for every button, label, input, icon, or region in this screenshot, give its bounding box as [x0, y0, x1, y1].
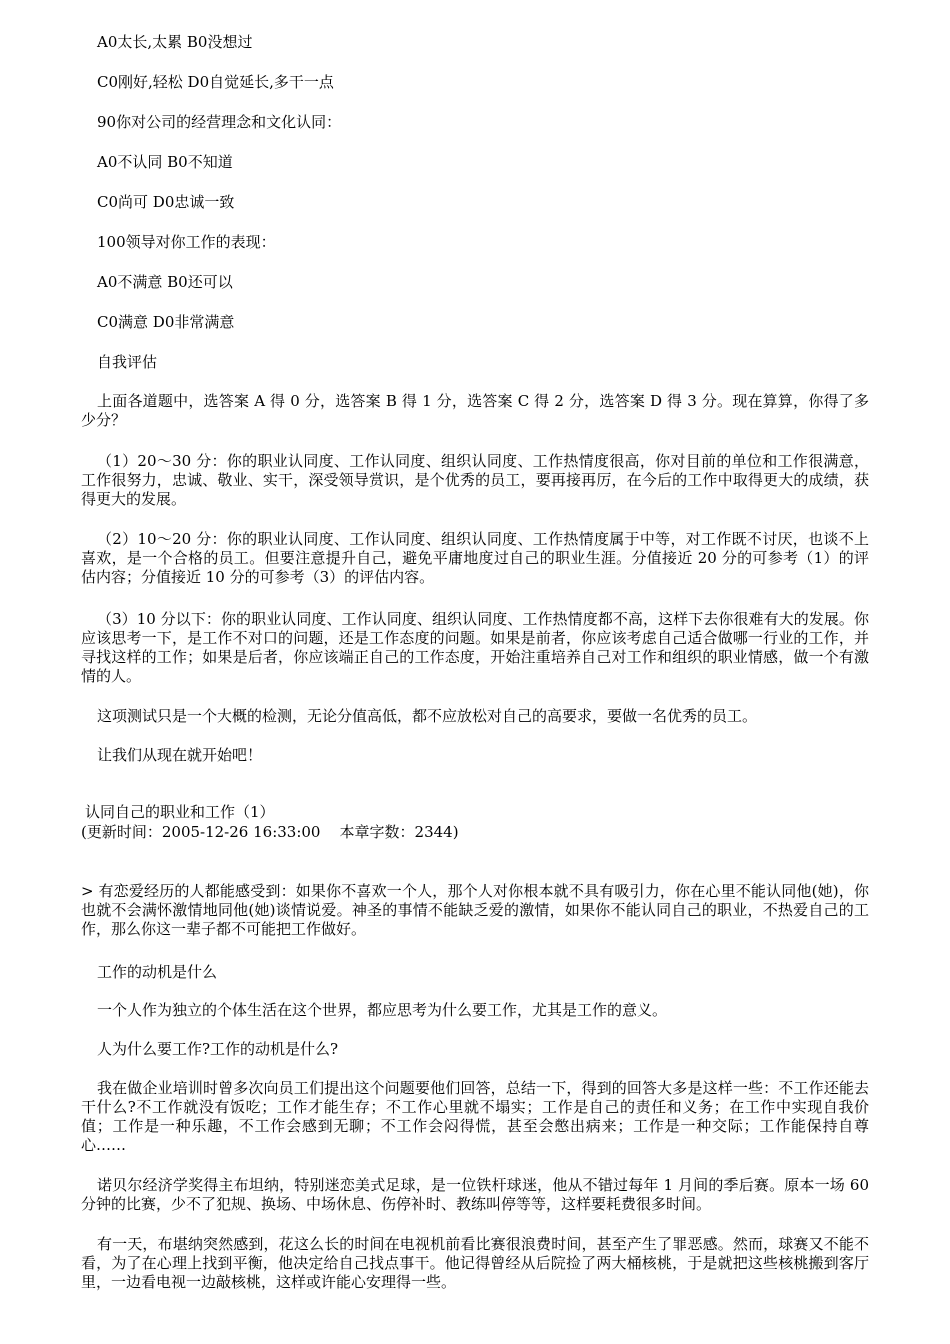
paragraph: C0尚可 D0忠诚一致	[97, 193, 235, 211]
paragraph: A0不满意 B0还可以	[97, 273, 233, 291]
paragraph: （2）10～20 分：你的职业认同度、工作认同度、组织认同度、工作热情度属于中等，对工作既不讨厌，也谈不上喜欢，是一个合格的员工。但要注意提升自己，避免平庸地度过自己的职业生涯。分值接近 20 分的可参考（1）的评估内容；分值接近 10 分的可参考（3）的评估内容。	[81, 530, 869, 586]
paragraph: （3）10 分以下：你的职业认同度、工作认同度、组织认同度、工作热情度都不高，这样下去你很难有大的发展。你应该思考一下，是工作不对口的问题，还是工作态度的问题。如果是前者，你应该考虑自己适合做哪一行业的工作，并寻找这样的工作；如果是后者，你应该端正自己的工作态度，开始注重培养自己对工作和组织的职业情感，做一个有激情的人。	[81, 610, 869, 685]
chapter-meta: (更新时间：2005-12-26 16:33:00 本章字数：2344)	[81, 823, 459, 841]
paragraph: （1）20～30 分：你的职业认同度、工作认同度、组织认同度、工作热情度很高，你对目前的单位和工作很满意，工作很努力，忠诚、敬业、实干，深受领导赏识，是个优秀的员工，要再接再厉，在今后的工作中取得更大的成绩，获得更大的发展。	[81, 452, 869, 508]
chapter-title: 认同自己的职业和工作（1）	[85, 803, 275, 821]
paragraph: 这项测试只是一个大概的检测，无论分值高低，都不应放松对自己的高要求，要做一名优秀的员工。	[97, 707, 758, 725]
paragraph: 100领导对你工作的表现：	[97, 233, 276, 251]
paragraph: 让我们从现在就开始吧！	[97, 746, 263, 764]
paragraph: C0满意 D0非常满意	[97, 313, 235, 331]
paragraph: 90你对公司的经营理念和文化认同：	[97, 113, 342, 131]
paragraph: 上面各道题中，选答案 A 得 0 分，选答案 B 得 1 分，选答案 C 得 2 分，选答案 D 得 3 分。现在算算，你得了多少分？	[81, 392, 869, 429]
paragraph: > 有恋爱经历的人都能感受到：如果你不喜欢一个人，那个人对你根本就不具有吸引力，你在心里不能认同他(她)，你也就不会满怀激情地同他(她)谈情说爱。神圣的事情不能缺乏爱的激情，如果你不能认同自己的职业，不热爱自己的工作，那么你这一辈子都不可能把工作做好。	[81, 882, 869, 938]
paragraph: A0不认同 B0不知道	[97, 153, 233, 171]
section-heading: 自我评估	[97, 353, 158, 371]
paragraph: 我在做企业培训时曾多次向员工们提出这个问题要他们回答，总结一下，得到的回答大多是这样一些：不工作还能去干什么?不工作就没有饭吃；工作才能生存；不工作心里就不塌实；工作是自己的责任和义务；在工作中实现自我价值；工作是一种乐趣，不工作会感到无聊；不工作会闷得慌，甚至会憋出病来；工作是一种交际；工作能保持自尊心……	[81, 1079, 869, 1154]
paragraph: 诺贝尔经济学奖得主布坦纳，特别迷恋美式足球，是一位铁杆球迷，他从不错过每年 1 月间的季后赛。原本一场 60 分钟的比赛，少不了犯规、换场、中场休息、伤停补时、教练叫停等等，这样要耗费很多时间。	[81, 1176, 869, 1213]
paragraph: A0太长,太累 B0没想过	[97, 33, 253, 51]
section-heading: 工作的动机是什么	[97, 963, 218, 981]
paragraph: 一个人作为独立的个体生活在这个世界，都应思考为什么要工作，尤其是工作的意义。	[97, 1001, 668, 1019]
paragraph: 人为什么要工作?工作的动机是什么?	[97, 1040, 339, 1058]
paragraph: C0刚好,轻松 D0自觉延长,多干一点	[97, 73, 334, 91]
paragraph: 有一天，布堪纳突然感到，花这么长的时间在电视机前看比赛很浪费时间，甚至产生了罪恶感。然而，球赛又不能不看，为了在心理上找到平衡，他决定给自己找点事干。他记得曾经从后院捡了两大桶核桃，于是就把这些核桃搬到客厅里，一边看电视一边敲核桃，这样或许能心安理得一些。	[81, 1235, 869, 1291]
